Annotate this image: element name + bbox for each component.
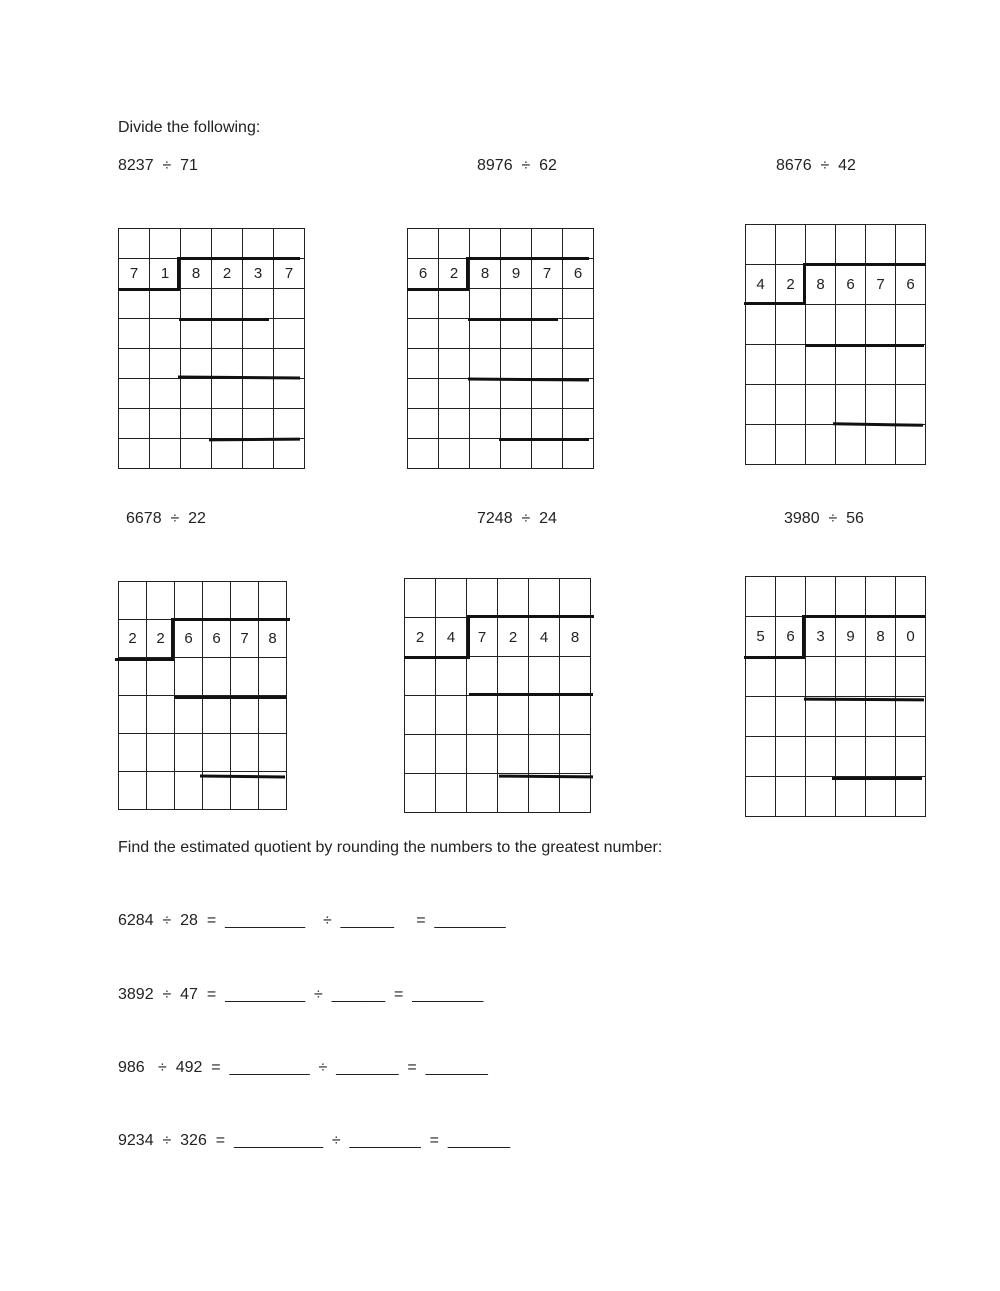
divisor-underline [407,288,469,291]
division-bracket-top [467,257,589,260]
divisor-digit: 2 [119,620,147,658]
divisor-underline [404,656,470,659]
dividend-digit: 8 [560,618,591,657]
dividend-digit: 7 [274,259,305,289]
subtraction-line [469,693,593,696]
dividend-digit: 8 [806,265,836,305]
problem-label-6: 3980 ÷ 56 [784,510,864,527]
dividend-digit: 6 [175,620,203,658]
subtraction-line [805,344,924,347]
divisor-digit: 6 [776,617,806,657]
dividend-digit: 2 [498,618,529,657]
division-bracket-side [803,263,806,304]
divisor-digit: 2 [405,618,436,657]
problem-label-2: 8976 ÷ 62 [477,157,557,174]
division-bracket-side [802,615,805,658]
division-grid-1 [118,228,305,469]
division-bracket-top [468,615,594,618]
division-bracket-top [803,615,925,618]
divisor-digit: 1 [150,259,181,289]
divisor-digit: 7 [119,259,150,289]
division-bracket-side [466,257,469,290]
division-grid-6 [745,576,926,817]
divisor-digit: 2 [776,265,806,305]
subtraction-line [179,318,269,321]
divisor-underline [118,288,180,291]
dividend-digit: 6 [203,620,231,658]
subtraction-line [468,318,558,321]
dividend-digit: 7 [532,259,563,289]
divisor-digit: 2 [147,620,175,658]
dividend-digit: 2 [212,259,243,289]
division-bracket-side [171,618,174,660]
dividend-digit: 8 [259,620,287,658]
dividend-digit: 6 [836,265,866,305]
divisor-digit: 4 [746,265,776,305]
division-grid-2 [407,228,594,469]
divisor-underline [115,658,174,661]
subtraction-line [832,777,922,780]
dividend-digit: 7 [231,620,259,658]
divisor-underline [744,302,806,305]
divisor-digit: 4 [436,618,467,657]
dividend-digit: 8 [470,259,501,289]
division-bracket-top [172,618,290,621]
dividend-digit: 0 [896,617,926,657]
problem-label-1: 8237 ÷ 71 [118,157,198,174]
divisor-digit: 5 [746,617,776,657]
dividend-digit: 7 [866,265,896,305]
estimate-line-1: 6284 ÷ 28 = _________ ÷ ______ = ________ [118,912,506,929]
divisor-underline [744,656,805,659]
dividend-digit: 4 [529,618,560,657]
estimate-line-2: 3892 ÷ 47 = _________ ÷ ______ = ________ [118,986,484,1003]
dividend-digit: 7 [467,618,498,657]
problem-label-4: 6678 ÷ 22 [126,510,206,527]
dividend-digit: 8 [866,617,896,657]
dividend-digit: 6 [563,259,594,289]
divisor-digit: 2 [439,259,470,289]
dividend-digit: 6 [896,265,926,305]
subtraction-line [499,438,589,441]
dividend-digit: 9 [836,617,866,657]
dividend-digit: 3 [806,617,836,657]
division-bracket-top [804,263,926,266]
estimate-line-3: 986 ÷ 492 = _________ ÷ _______ = _______ [118,1059,488,1076]
division-bracket-side [177,257,180,290]
problem-label-5: 7248 ÷ 24 [477,510,557,527]
estimate-line-4: 9234 ÷ 326 = __________ ÷ ________ = _______ [118,1132,511,1149]
division-bracket-top [178,257,300,260]
dividend-digit: 3 [243,259,274,289]
problem-label-3: 8676 ÷ 42 [776,157,856,174]
subtraction-line [174,696,286,699]
section-heading-estimate: Find the estimated quotient by rounding the numbers to the greatest number: [118,839,663,856]
section-heading-divide: Divide the following: [118,119,261,136]
dividend-digit: 9 [501,259,532,289]
divisor-digit: 6 [408,259,439,289]
division-bracket-side [467,615,470,658]
dividend-digit: 8 [181,259,212,289]
